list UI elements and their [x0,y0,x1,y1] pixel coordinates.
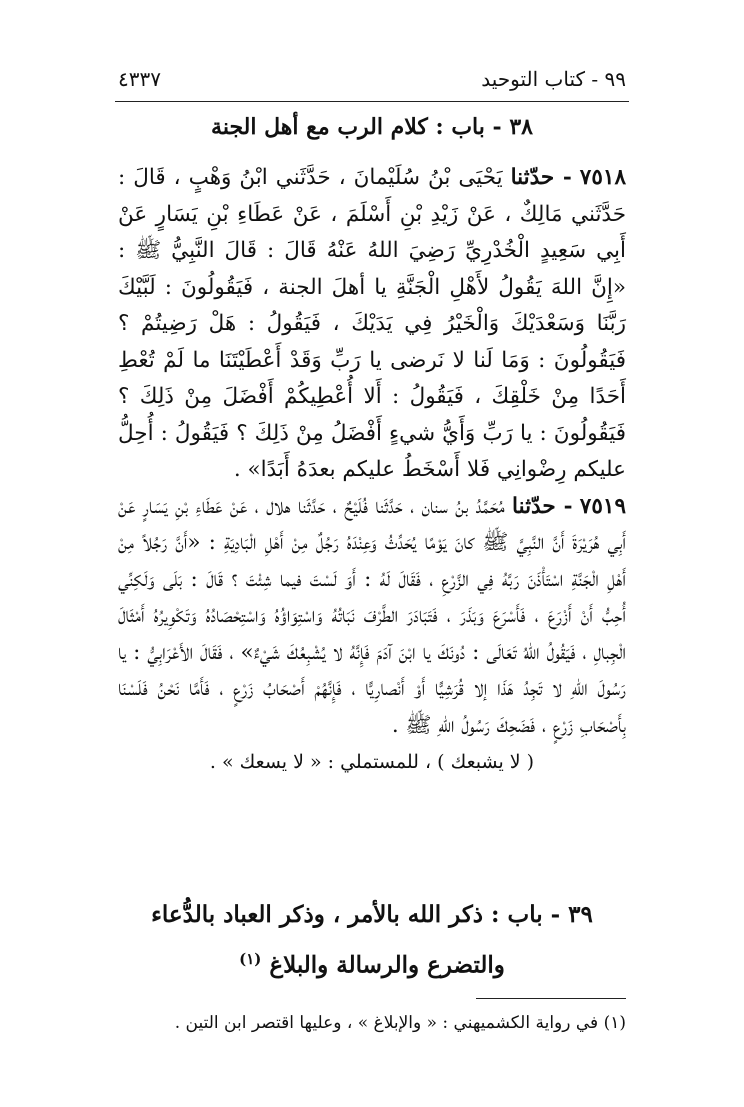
chapter-39-title-line1: ٣٩ - باب : ذكر الله بالأمر ، وذكر العباد بالدُّعاء [151,901,593,928]
hadith-7518 [118,160,626,489]
hadith-7519-number: ٧٥١٩ [579,493,626,519]
footnote: (١) في رواية الكشميهني : « والإبلاغ » ، وعليها اقتصر ابن التين . [174,1013,626,1033]
running-title: ٩٩ - كتاب التوحيد [481,67,626,91]
hadith-7519 [118,489,626,745]
hadith-7519-text: مُحَمَّدُ بنُ سنان ، حَدَّثَنا فُلَيْحٌ ، حَدَّثَنا هلال ، عَنْ عَطَاءِ بْنِ يَسَارٍ عَنْ أَبِي هُرَيْرَةَ أَنَّ النَّبِيَّ ﷺ كانَ يَوْمًا يُحَدِّثُ وَعِنْدَهُ رَجُلٌ مِنْ أَهْلِ الْبَادِيَةِ : «أَنَّ رَجُلاً مِنْ أَهْلِ الْجَنَّةِ اسْتَأْذَنَ رَبَّهُ فِي الزَّرْعِ ، فَقَالَ لَهُ : أَوَ لَسْتَ فيما شِئْتَ ؟ قَالَ : بَلَى وَلَكِنِّي أُحِبُّ أَنْ أَزْرَعَ ، فَأَسْرَعَ وَبَذَرَ ، فَتَبَادَرَ الطَّرْفَ نَبَاتُهُ وَاسْتِوَاؤُهُ وَاسْتِحْصَادُهُ وَتَكْوِيرُهُ أَمْثَالَ الْجِبالِ ، فَيَقُولُ اللهُ تَعَالَى : دُونَكَ يا ابْنَ آدَمَ فَإِنَّهُ لا يُشْبِعُكَ شَيْءٌ» ، فَقَالَ الأَعْرَابِيُّ : يا رَسُولَ اللهِ لا تَجِدُ هَذَا إلا قُرَشِيًّا أَوْ أَنْصارِيًّا ، فَإِنَّهُمْ أَصْحَابُ زَرْعٍ ، فَأَمَّا نَحْنُ فَلَسْنَا بِأَصْحَابِ زَرْعٍ ، فَضَحِكَ رَسُولُ اللهِ ﷺ . [118,493,626,738]
body-text [118,160,626,781]
page-number: ٤٣٣٧ [118,67,161,91]
chapter-38-title: ٣٨ - باب : كلام الرب مع أهل الجنة [211,114,533,140]
footnote-ref: (١) [239,950,262,968]
chapter-39-title [118,893,626,988]
hadith-7518-lead: - حدّثنا [510,165,572,190]
chapter-39-title-line2 [118,937,626,988]
chapter-39-title-line2-text: والتضرع والرسالة والبلاغ [269,951,505,979]
variant-note: ( لا يشبعك ) ، للمستملي : « لا يسعك » . [209,751,535,773]
hadith-7518-text: يَحْيَى بْنُ سُلَيْمانَ ، حَدَّثَني ابْنُ وَهْبٍ ، قَالَ : حَدَّثَني مَالِكٌ ، عَنْ زَيْدِ بْنِ أَسْلَمَ ، عَنْ عَطَاءِ بْنِ يَسَارٍ عَنْ أَبِي سَعِيدٍ الْخُدْرِيِّ رَضِيَ اللهُ عَنْهُ قَالَ : قَالَ النَّبِيُّ ﷺ : «إِنَّ اللهَ يَقُولُ لأَهْلِ الْجَنَّةِ يا أهلَ الجنة ، فَيَقُولُونَ : لَبَّيْكَ رَبَّنَا وَسَعْدَيْكَ وَالْخَيْرُ فِي يَدَيْكَ ، فَيَقُولُ : هَلْ رَضِيتُمْ ؟ فَيَقُولُونَ : وَمَا لَنا لا نَرضى يا رَبِّ وَقَدْ أَعْطَيْتَنَا ما لَمْ تُعْطِ أَحَدًا مِنْ خَلْقِكَ ، فَيَقُولُ : أَلا أُعْطِيكُمْ أَفْضَلَ مِنْ ذَلِكَ ؟ فَيَقُولُونَ : يا رَبِّ وَأَيُّ شيءٍ أَفْضَلُ مِنْ ذَلِكَ ؟ فَيَقُولُ : أُحِلُّ عليكم رِضْوانِي فَلا أَسْخَطُ عليكم بعدَهُ أَبَدًا» . [118,165,626,482]
header-rule [115,101,629,102]
page-header [118,64,626,94]
footnote-rule [476,998,626,999]
hadith-7518-number: ٧٥١٨ [579,165,626,190]
hadith-7519-lead: - حدّثنا [512,493,573,519]
